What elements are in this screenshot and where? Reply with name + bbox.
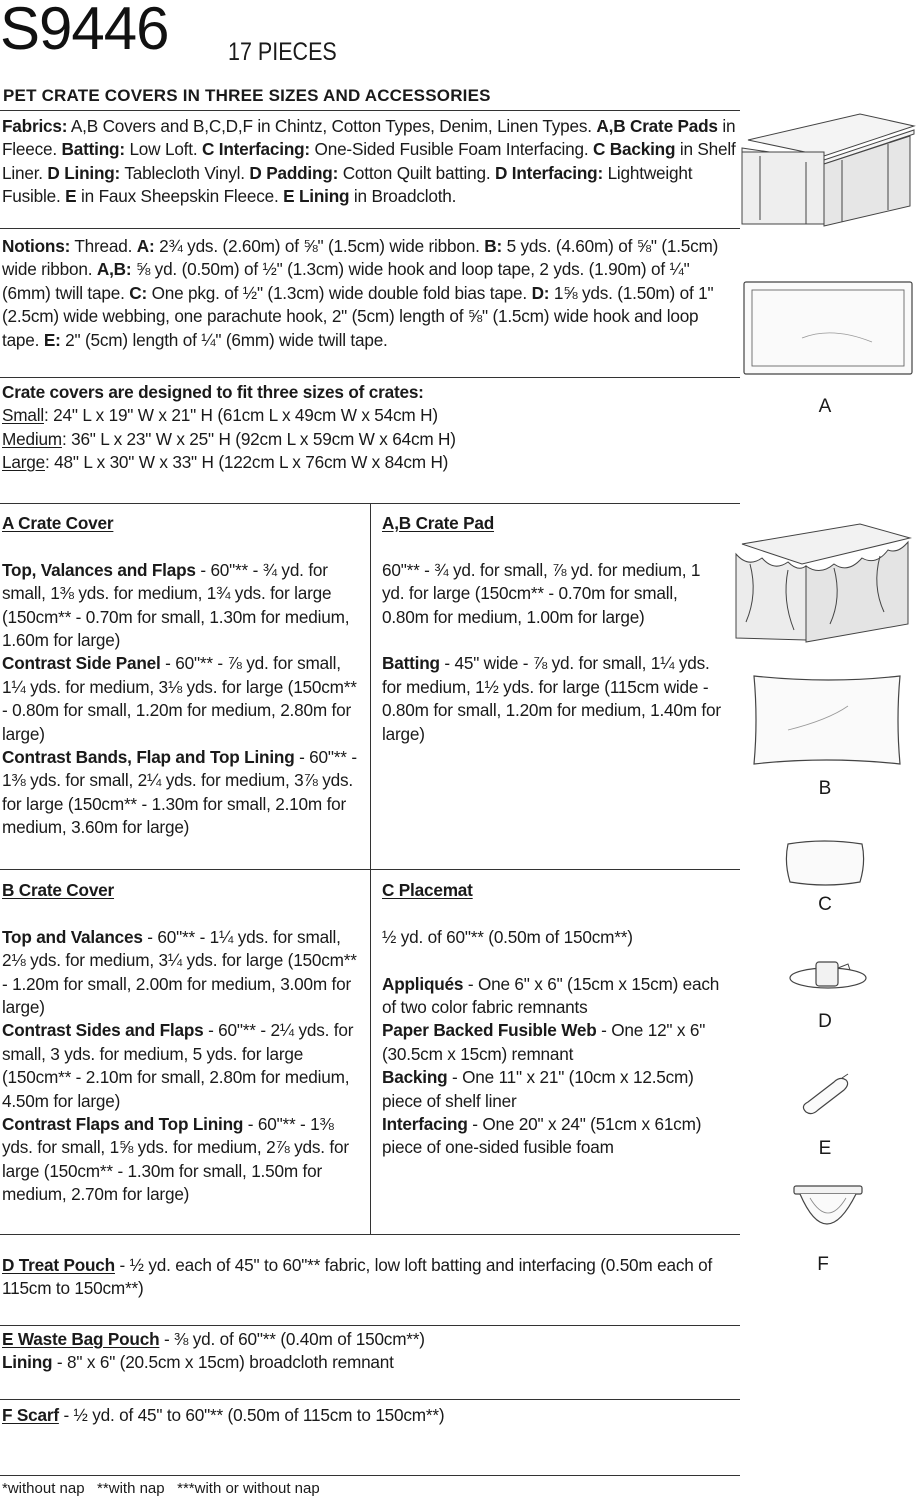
notion-text: One pkg. of ½" (1.3cm) wide double fold bias tape. [147,282,532,303]
yardage-item [382,1019,727,1066]
crate-size-name: Large [2,452,45,473]
fabric-label: E [65,186,77,207]
crate-size-row [2,451,737,474]
yardage-item-text: - One 11" x 21" (10cm x 12.5cm) piece of shelf liner [382,1067,694,1111]
fabric-text: Tablecloth Vinyl. [120,162,250,183]
yardage-item-text: - One 12" x 6" (30.5cm x 15cm) remnant [382,1020,706,1064]
fabric-label: C Interfacing: [201,139,310,160]
notion-label: D: [531,282,550,303]
waste-bag-pouch-e-illustration [798,1072,858,1118]
section-text: - ½ yd. each of 45" to 60"** fabric, low loft batting and interfacing (0.50m each of 115cm to 150cm**) [2,1255,713,1299]
yardage-item [2,1113,357,1207]
title-rule [0,110,740,111]
grid-bottom-rule [0,1234,740,1235]
notion-text: 2¾ yds. (2.60m) of ⅝" (1.5cm) wide ribbon. [154,236,485,256]
fabric-label: Fabrics: [2,116,68,136]
f-rule [0,1475,740,1476]
crate-size-dims: : 24" L x 19" W x 21" H (61cm L x 49cm W x 54cm H) [43,405,438,426]
yardage-item-label: Backing [382,1067,448,1088]
section-title: F Scarf [2,1405,59,1425]
notions-paragraph [2,235,740,352]
fabric-label: D Padding: [249,162,339,183]
fabric-label: D Lining: [47,162,121,183]
notion-text: 1⅝ yds. (1.50m) of 1" (2.5cm) wide webbing, one parachute hook, 2" (5cm) length of ⅝" (1.5cm) wide hook and loop tape. [2,282,714,350]
yardage-item [2,746,362,840]
fabric-label: C Backing [593,139,676,160]
fabric-text: Lightweight Fusible. [2,162,693,207]
pattern-number: S9446 [0,0,169,62]
view-label-e: E [818,1138,832,1159]
section-ab-crate-pad [382,512,727,746]
fabric-text: A,B Covers and B,C,D,F in Chintz, Cotton Types, Denim, Linen Types. [67,116,597,136]
placemat-c-illustration [780,836,870,888]
fabric-text: One-Sided Fusible Foam Interfacing. [309,139,593,160]
yardage-item-text: - 60"** - 1¼ yds. for small, 2⅛ yds. for medium, 3¼ yds. for large (150cm** - 1.20m for small, 2.00m for medium, 3.00m for large) [2,926,357,1018]
section-title: A,B Crate Pad [382,513,495,533]
crate-size-dims: : 36" L x 23" W x 25" H (92cm L x 59cm W x 64cm H) [61,428,456,449]
section-text: - ⅜ yd. of 60"** (0.40m of 150cm**) [159,1329,425,1349]
view-label-a: A [818,396,832,417]
yardage-item-label: Interfacing [382,1114,468,1135]
notion-text: 5 yds. (4.60m) of ⅝" (1.5cm) wide ribbon. [2,236,719,280]
grid-mid-rule [0,869,740,870]
footnote: *without nap **with nap ***with or without nap [2,1480,320,1497]
section-items [382,652,727,746]
notion-label: A,B: [96,259,132,280]
crate-pad-b-illustration [748,670,906,770]
view-label-c: C [818,894,832,915]
yardage-item [2,652,362,746]
fabrics-rule [0,228,740,229]
section-intro: 60"** - ¾ yd. for small, ⅞ yd. for medium, 1 yd. for large (150cm** - 0.70m for small, 0.80m for medium, 1.00m for large) [382,559,701,627]
crate-sizes-heading: Crate covers are designed to fit three sizes of crates: [2,382,424,402]
fabric-text: Cotton Quilt batting. [338,162,496,183]
view-label-f: F [817,1254,829,1275]
section-e-waste-bag-pouch [2,1328,737,1375]
yardage-item-text: - 45" wide - ⅞ yd. for small, 1¼ yds. for medium, 1½ yds. for large (115cm wide - 0.80m for small, 1.20m for medium, 1.40m for large) [382,653,721,744]
fabric-text: in Broadcloth. [349,186,457,207]
section-c-placemat [382,879,727,1160]
section-items [2,559,362,840]
notion-label: C: [129,282,147,303]
pattern-title: PET CRATE COVERS IN THREE SIZES AND ACCESSORIES [3,86,491,105]
pieces-count: 17 PIECES [228,38,337,66]
section-a-crate-cover [2,512,362,840]
notion-text: ⅝ yd. (0.50m) of ½" (1.3cm) wide hook and loop tape, 2 yds. (1.90m) of ¼" (6mm) twill tape. [2,259,690,303]
notion-label: B: [484,236,503,256]
section-text: - ½ yd. of 45" to 60"** (0.50m of 115cm to 150cm**) [58,1405,445,1425]
yardage-item-text: - 60"** - 1⅜ yds. for small, 1⅝ yds. for medium, 2⅞ yds. for large (150cm** - 1.30m for small, 1.50m for medium, 2.70m for large) [2,1114,349,1205]
fabric-label: E Lining [283,186,350,207]
treat-pouch-d-illustration [786,956,870,996]
e-rule [0,1399,740,1400]
yardage-item-text: - 60"** - 2¼ yds. for small, 3 yds. for medium, 5 yds. for large (150cm** - 2.10m for small, 2.80m for medium, 4.50m for large) [2,1020,354,1111]
d-rule [0,1325,740,1326]
yardage-item-label: Contrast Sides and Flaps [2,1020,204,1041]
notion-label: E: [43,329,61,350]
notion-text: Thread. [70,236,137,256]
section-title: D Treat Pouch [2,1255,115,1275]
scarf-f-illustration [790,1182,866,1244]
crate-size-row [2,404,737,427]
section-items [2,926,357,1207]
fabrics-paragraph [2,115,737,209]
fabrics-text [2,115,737,209]
yardage-item [2,926,357,1020]
yardage-item [382,1113,727,1160]
yardage-item-label: Contrast Bands, Flap and Top Lining [2,747,295,768]
section-b-crate-cover [2,879,357,1207]
fabric-label: Batting: [61,139,125,160]
notion-label: A: [136,236,155,256]
yardage-item [382,652,727,746]
yardage-item [382,1066,727,1113]
yardage-item-label: Appliqués [382,973,464,994]
yardage-item-text: - One 20" x 24" (51cm x 61cm) piece of one-sided fusible foam [382,1114,702,1158]
crate-size-name: Medium [2,428,62,449]
section-title: E Waste Bag Pouch [2,1329,160,1349]
fabric-label: A,B Crate Pads [596,116,718,136]
yardage-item [2,559,362,653]
yardage-item [2,1019,357,1113]
yardage-item-label: Top, Valances and Flaps [2,559,196,580]
yardage-item-text: - 60"** - 1⅜ yds. for small, 2¼ yds. for medium, 3⅞ yds. for large (150cm** - 1.30m for small, 2.10m for medium, 3.60m for large) [2,747,357,838]
section-d-treat-pouch [2,1254,737,1301]
section-title: B Crate Cover [2,880,115,900]
yardage-item-label: Contrast Flaps and Top Lining [2,1114,244,1135]
view-label-b: B [818,778,832,799]
crate-pad-a-illustration [742,278,914,378]
section-title: A Crate Cover [2,513,114,533]
notions-rule [0,377,740,378]
fabric-text: Low Loft. [124,139,202,160]
crate-size-dims: : 48" L x 30" W x 33" H (122cm L x 76cm W x 84cm H) [44,452,449,473]
lining-label: Lining [2,1352,53,1373]
fabric-text: in Shelf Liner. [2,139,736,183]
crate-size-name: Small [2,405,44,426]
notion-label: Notions: [2,236,71,256]
section-f-scarf [2,1404,737,1427]
view-label-d: D [818,1011,832,1032]
yardage-item [382,973,727,1020]
fabric-label: D Interfacing: [495,162,603,183]
notion-text: 2" (5cm) length of ¼" (6mm) wide twill tape. [60,329,388,350]
notions-text [2,235,740,352]
section-items [382,973,727,1160]
yardage-item-label: Top and Valances [2,926,143,947]
yardage-item-label: Paper Backed Fusible Web [382,1020,597,1041]
crate-cover-a-illustration [740,112,916,230]
section-title: C Placemat [382,880,473,900]
fabric-text: in Fleece. [2,116,736,160]
crate-cover-b-illustration [730,520,914,662]
section-intro: ½ yd. of 60"** (0.50m of 150cm**) [382,926,633,947]
fabric-text: in Faux Sheepskin Fleece. [76,186,284,207]
yardage-item-text: - One 6" x 6" (15cm x 15cm) each of two color fabric remnants [382,973,720,1017]
yardage-item-label: Batting [382,653,440,674]
crate-size-row [2,428,737,451]
crate-sizes-list [2,404,737,474]
crate-sizes-block [2,381,737,475]
yardage-item-label: Contrast Side Panel [2,653,161,674]
yardage-item-text: - 60"** - ⅞ yd. for small, 1¼ yds. for medium, 3⅛ yds. for large (150cm** - 0.80m for small, 1.20m for medium, 2.80m for large) [2,653,357,744]
lining-text: - 8" x 6" (20.5cm x 15cm) broadcloth remnant [52,1352,394,1373]
yardage-item-text: - 60"** - ¾ yd. for small, 1⅜ yds. for medium, 1¾ yds. for large (150cm** - 0.70m for small, 1.30m for medium, 1.60m for large) [2,559,350,651]
